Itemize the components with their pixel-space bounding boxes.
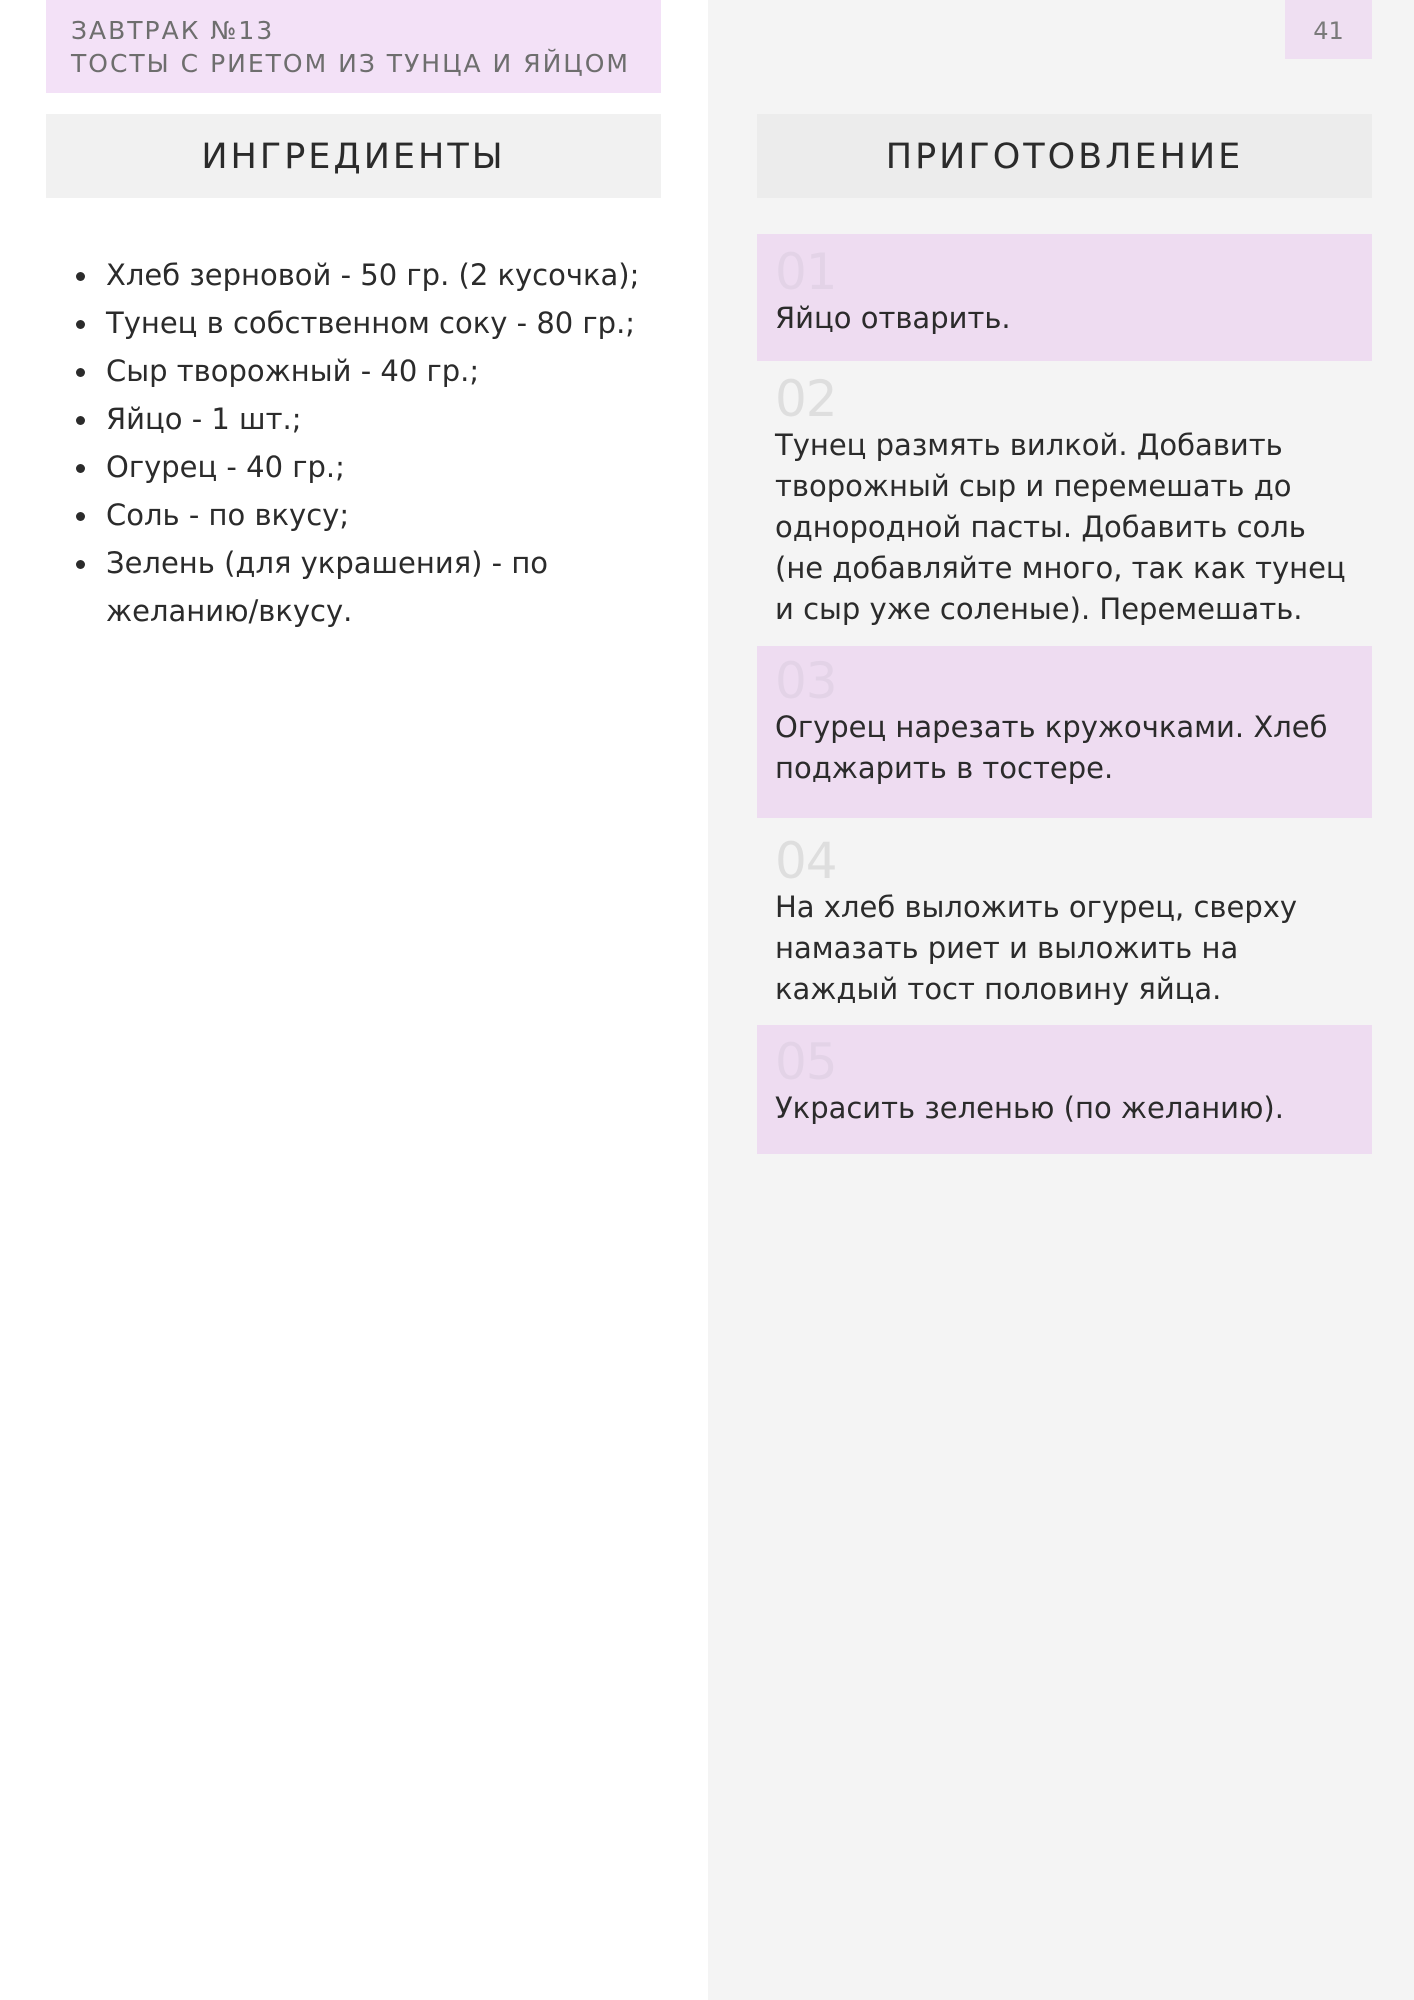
ingredients-heading: ИНГРЕДИЕНТЫ	[46, 114, 661, 198]
ingredients-list	[46, 251, 661, 635]
step-text: Украсить зеленью (по желанию).	[775, 1091, 1284, 1125]
recipe-header	[46, 0, 661, 93]
preparation-step-5	[757, 1025, 1372, 1154]
ingredient-item: Соль - по вкусу;	[106, 491, 661, 539]
step-number: 04	[775, 832, 837, 890]
step-text: Огурец нарезать кружочками. Хлеб поджарить в тостере.	[775, 710, 1328, 785]
recipe-title: ТОСТЫ С РИЕТОМ ИЗ ТУНЦА И ЯЙЦОМ	[71, 49, 630, 78]
preparation-step-4	[757, 826, 1372, 1022]
preparation-step-2	[757, 365, 1372, 641]
ingredient-item: Тунец в собственном соку - 80 гр.;	[106, 299, 661, 347]
preparation-heading: ПРИГОТОВЛЕНИЕ	[757, 114, 1372, 198]
preparation-step-1	[757, 234, 1372, 361]
step-text: На хлеб выложить огурец, сверху намазать риет и выложить на каждый тост половину яйца.	[775, 890, 1298, 1006]
ingredient-item: Сыр творожный - 40 гр.;	[106, 347, 661, 395]
preparation-step-3	[757, 646, 1372, 818]
step-text: Тунец размять вилкой. Добавить творожный сыр и перемешать до однородной пасты. Добавить соль (не добавляйте много, так как тунец и сыр уже соленые). Перемешать.	[775, 428, 1346, 626]
ingredient-item: Хлеб зерновой - 50 гр. (2 кусочка);	[106, 251, 661, 299]
recipe-category: ЗАВТРАК №13	[71, 16, 275, 45]
step-number: 05	[775, 1033, 837, 1091]
step-number: 02	[775, 370, 837, 428]
step-text: Яйцо отварить.	[775, 301, 1011, 335]
page-number: 41	[1285, 0, 1372, 59]
ingredient-item: Зелень (для украшения) - по желанию/вкусу.	[106, 539, 661, 635]
step-number: 01	[775, 243, 837, 301]
ingredient-item: Огурец - 40 гр.;	[106, 443, 661, 491]
ingredient-item: Яйцо - 1 шт.;	[106, 395, 661, 443]
step-number: 03	[775, 652, 837, 710]
